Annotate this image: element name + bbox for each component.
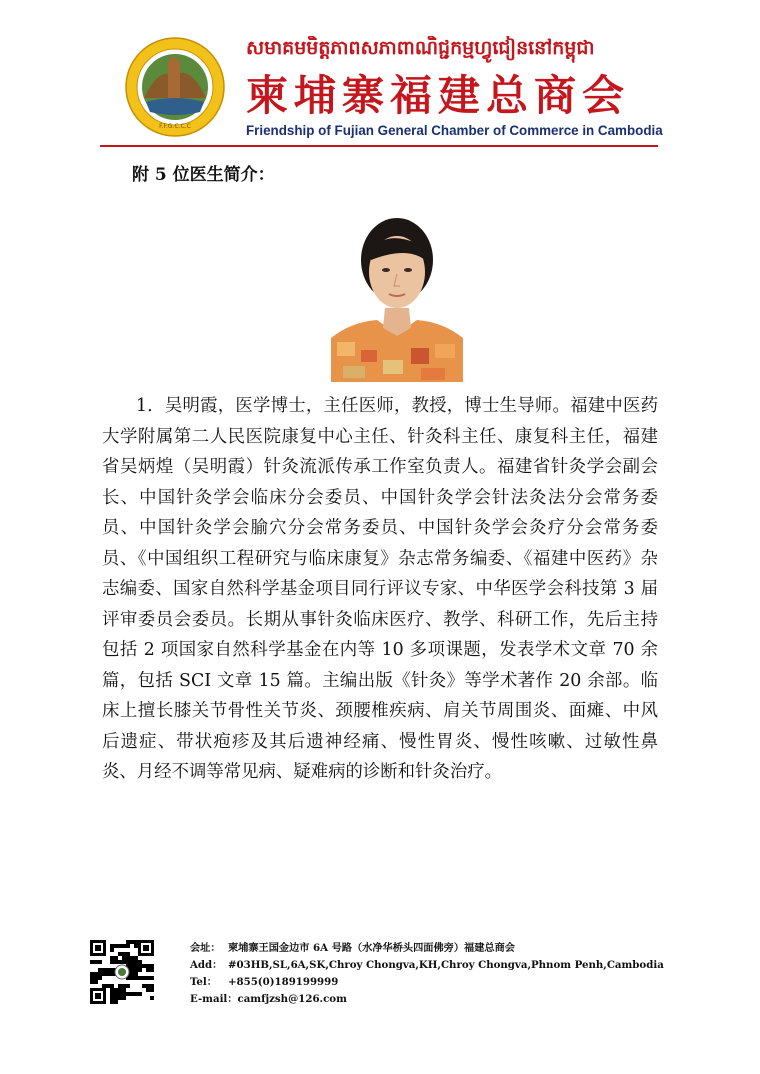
address-chinese-label: 会址： bbox=[190, 942, 221, 954]
english-title: Friendship of Fujian General Chamber of Commerce in Cambodia bbox=[246, 123, 663, 138]
email-line bbox=[190, 991, 660, 1008]
header-divider bbox=[100, 145, 658, 147]
email-address[interactable]: camfjzsh@126.com bbox=[237, 993, 347, 1005]
telephone-label: Tel： bbox=[190, 976, 217, 988]
doctor-portrait bbox=[331, 210, 463, 382]
address-english-label: Add： bbox=[190, 959, 223, 971]
chamber-logo bbox=[124, 36, 226, 138]
address-chinese-line bbox=[190, 940, 660, 957]
email-label: E-mail： bbox=[190, 993, 238, 1005]
qr-code bbox=[88, 938, 156, 1006]
chinese-title: 柬埔寨福建总商会 bbox=[246, 71, 631, 120]
address-chinese: 柬埔寨王国金边市 6A 号路（水净华桥头四面佛旁）福建总商会 bbox=[228, 942, 515, 954]
address-english: #03HB,SL,6A,SK,Chroy Chongva,KH,Chroy Chongva,Phnom Penh,Cambodia bbox=[228, 959, 664, 971]
address-english-line bbox=[190, 957, 664, 974]
telephone-number: +855(0)189199999 bbox=[228, 976, 339, 988]
khmer-title: សមាគមមិត្តភាពសភាពាណិជ្ជកម្មហ្វូជៀននៅកម្ពុជា bbox=[246, 37, 595, 59]
logo-abbreviation: F.F.G.C.C.C bbox=[159, 123, 191, 130]
telephone-line bbox=[190, 974, 660, 991]
contact-footer bbox=[190, 940, 664, 1008]
section-heading: 附 5 位医生简介： bbox=[132, 165, 275, 185]
doctor-biography: 1．吴明霞，医学博士，主任医师，教授，博士生导师。福建中医药大学附属第二人民医院康复中心主任、针灸科主任、康复科主任，福建省吴炳煌（吴明霞）针灸流派传承工作室负责人。福建省针灸学会副会长、中国针灸学会临床分会委员、中国针灸学会针法灸法分会常务委员、中国针灸学会腧穴分会常务委员、中国针灸学会灸疗分会常务委员、《中国组织工程研究与临床康复》杂志常务编委、《福建中医药》杂志编委、国家自然科学基金项目同行评议专家、中华医学会科技第 3 届评审委员会委员。长期从事针灸临床医疗、教学、科研工作，先后主持包括 2 项国家自然科学基金在内等 10 多项课题，发表学术文章 70 余篇，包括 SCI 文章 15 篇。主编出版《针灸》等学术著作 20 余部。临床上擅长膝关节骨性关节炎、颈腰椎疾病、肩关节周围炎、面瘫、中风后遗症、带状疱疹及其后遗神经痛、慢性胃炎、慢性咳嗽、过敏性鼻炎、月经不调等常见病、疑难病的诊断和针灸治疗。 bbox=[102, 396, 658, 782]
